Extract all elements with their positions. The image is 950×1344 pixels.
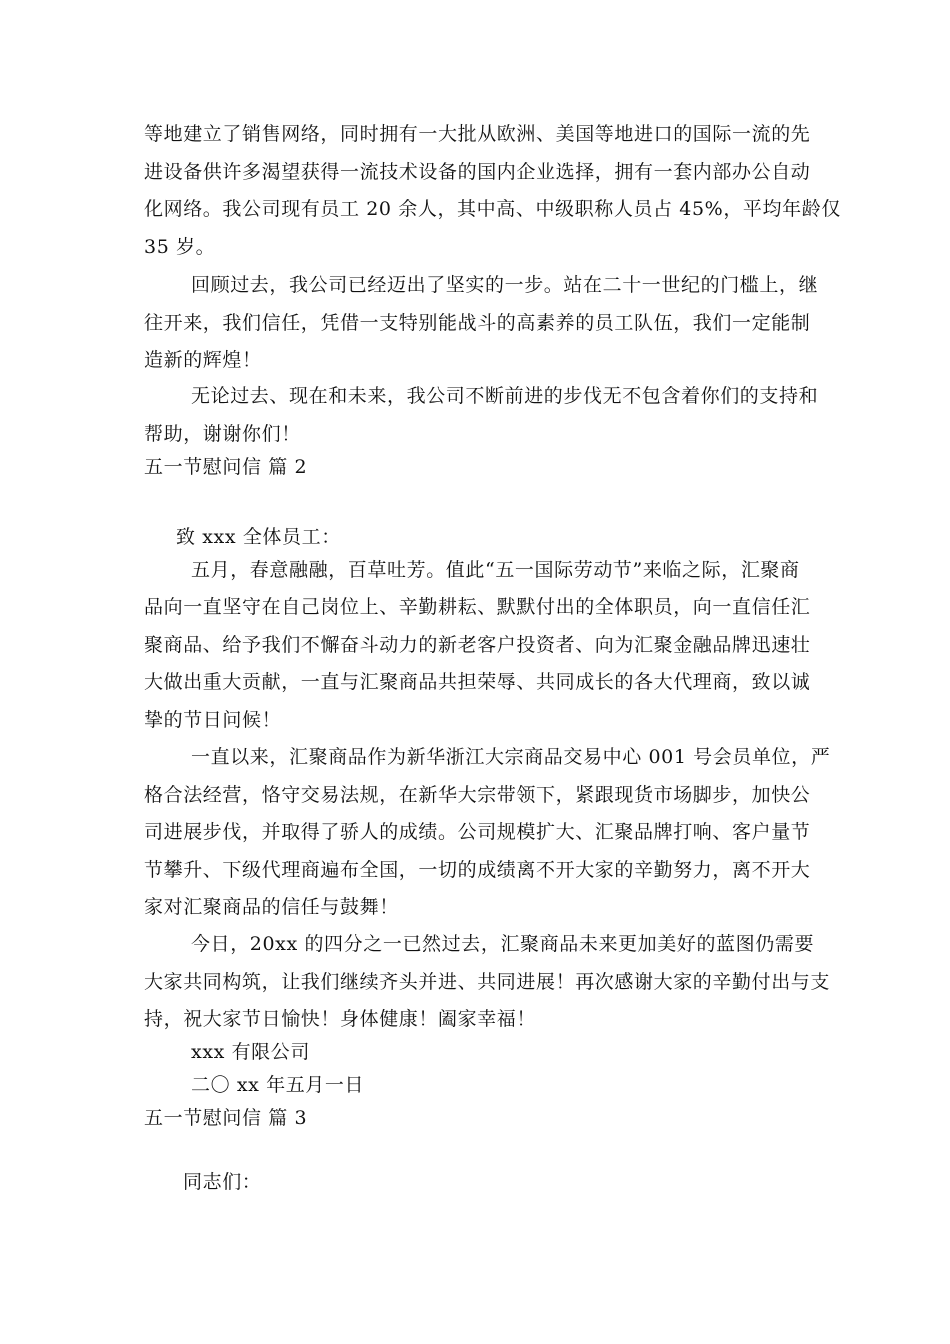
paragraph-line: 节攀升、下级代理商遍布全国，一切的成绩离不开大家的辛勤努力，离不开大 — [144, 859, 811, 881]
paragraph-line: 大做出重大贡献，一直与汇聚商品共担荣辱、共同成长的各大代理商，致以诚 — [144, 671, 811, 693]
paragraph-line: 家对汇聚商品的信任与鼓舞！ — [144, 896, 399, 918]
signature-date: 二〇 xx 年五月一日 — [191, 1074, 365, 1096]
paragraph-line: 聚商品、给予我们不懈奋斗动力的新老客户投资者、向为汇聚金融品牌迅速壮 — [144, 634, 811, 656]
paragraph-line: 今日，20xx 的四分之一已然过去，汇聚商品未来更加美好的蓝图仍需要 — [191, 933, 815, 955]
paragraph-line: 持，祝大家节日愉快！身体健康！阖家幸福！ — [144, 1008, 537, 1030]
section-heading: 五一节慰问信 篇 2 — [144, 456, 308, 478]
paragraph-line: 大家共同构筑，让我们继续齐头并进、共同进展！再次感谢大家的辛勤付出与支 — [144, 971, 831, 993]
paragraph-line: 回顾过去，我公司已经迈出了坚实的一步。站在二十一世纪的门槛上，继 — [191, 274, 819, 296]
paragraph-line: 等地建立了销售网络，同时拥有一大批从欧洲、美国等地进口的国际一流的先 — [144, 123, 811, 145]
paragraph-line: 化网络。我公司现有员工 20 余人，其中高、中级职称人员占 45%，平均年龄仅 — [144, 198, 841, 220]
paragraph-line: 司进展步伐，并取得了骄人的成绩。公司规模扩大、汇聚品牌打响、客户量节 — [144, 821, 811, 843]
paragraph-line: 帮助，谢谢你们！ — [144, 423, 301, 445]
paragraph-line: 格合法经营，恪守交易法规，在新华大宗带领下，紧跟现货市场脚步，加快公 — [144, 784, 811, 806]
paragraph-line: 进设备供许多渴望获得一流技术设备的国内企业选择，拥有一套内部办公自动 — [144, 161, 811, 183]
paragraph-line: 往开来，我们信任，凭借一支特别能战斗的高素养的员工队伍，我们一定能制 — [144, 312, 811, 334]
signature-company: xxx 有限公司 — [191, 1041, 310, 1063]
paragraph-line: 35 岁。 — [144, 236, 216, 258]
section-heading: 五一节慰问信 篇 3 — [144, 1107, 308, 1129]
paragraph-line: 挚的节日问候！ — [144, 709, 282, 731]
paragraph-line: 一直以来，汇聚商品作为新华浙江大宗商品交易中心 001 号会员单位，严 — [191, 746, 831, 768]
paragraph-line: 无论过去、现在和未来，我公司不断前进的步伐无不包含着你们的支持和 — [191, 385, 819, 407]
paragraph-line: 品向一直坚守在自己岗位上、辛勤耕耘、默默付出的全体职员，向一直信任汇 — [144, 596, 811, 618]
paragraph-line: 造新的辉煌！ — [144, 349, 262, 371]
paragraph-line: 五月，春意融融，百草吐芳。值此“五一国际劳动节”来临之际，汇聚商 — [191, 559, 800, 581]
salutation: 同志们： — [183, 1171, 262, 1193]
salutation: 致 xxx 全体员工： — [176, 526, 341, 548]
